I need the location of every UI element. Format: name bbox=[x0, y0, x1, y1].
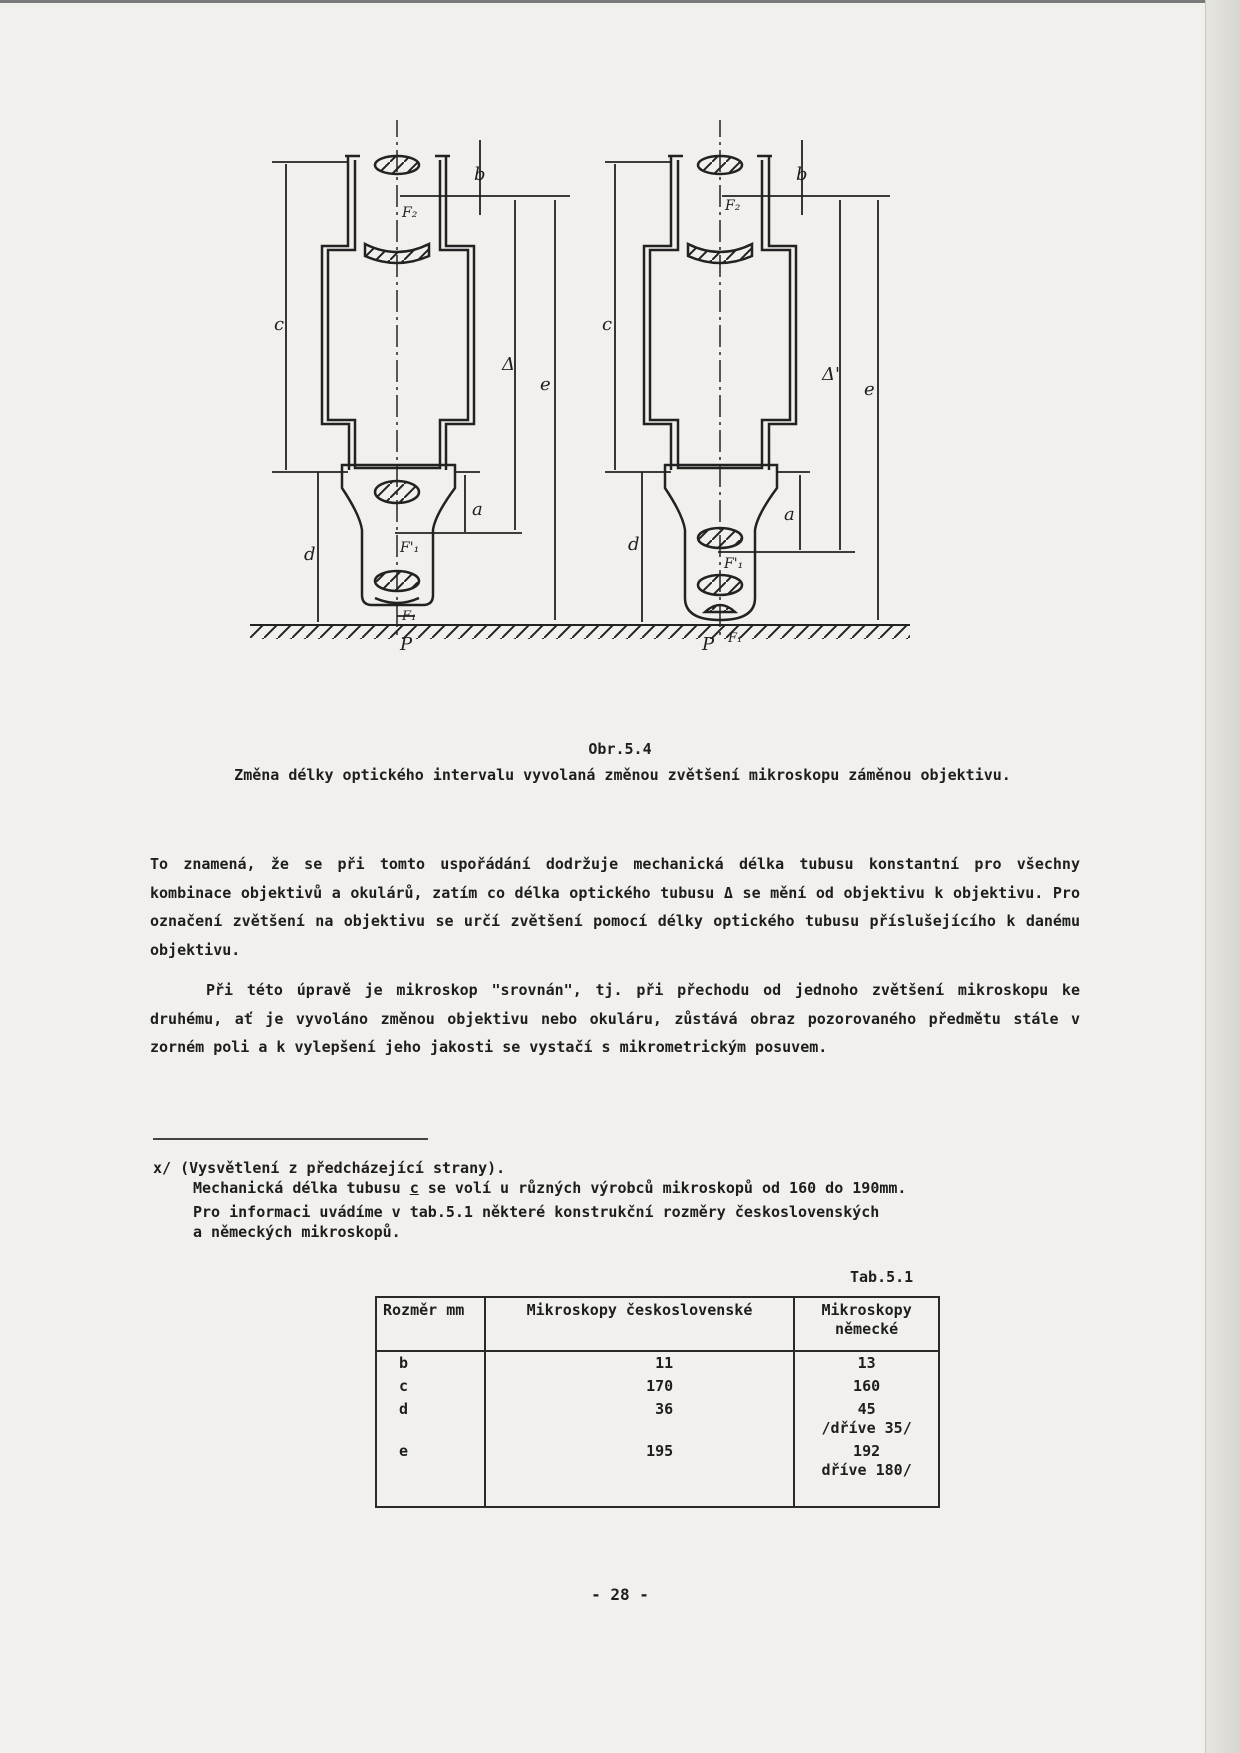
cell-de-note: /dříve 35/ bbox=[821, 1419, 912, 1437]
cell-dim: b bbox=[376, 1351, 485, 1375]
label-b-right: b bbox=[796, 164, 808, 185]
paragraph-2: Při této úpravě je mikroskop "srovnán", tj. při přechodu od jednoho zvětšení mikroskopu ke druhému, ať je vyvoláno změnou objektivu nebo okuláru, zůstává obraz pozorovaného předmětu stále v zorném poli a k vylepšení jeho jakosti se vystačí s mikrometrickým posuvem. bbox=[150, 981, 1080, 1056]
table-row bbox=[376, 1351, 939, 1375]
right-dimensions bbox=[605, 140, 890, 622]
label-c-right: c bbox=[602, 314, 613, 335]
footnote bbox=[153, 1158, 1098, 1242]
top-edge-rule bbox=[0, 0, 1210, 3]
cell-cs: 195 bbox=[485, 1440, 794, 1507]
label-f1prime-left: F'₁ bbox=[400, 540, 420, 556]
cell-dim: c bbox=[376, 1375, 485, 1398]
paragraph-1: To znamená, že se při tomto uspořádání dodržuje mechanická délka tubusu konstantní pro všechny kombinace objektivů a okulárů, zatím co délka optického tubusu Δ se mění od objektivu k objektivu. Pro označení zvětšení na objektivu se určí zvětšení pomocí délky optického tubusu příslušejícího k danému objektivu. bbox=[150, 855, 1080, 959]
cell-de-value: 192 bbox=[853, 1442, 881, 1460]
page-number: - 28 - bbox=[591, 1585, 649, 1604]
label-e-left: e bbox=[540, 374, 551, 395]
table-header-row bbox=[376, 1297, 939, 1351]
label-p-left: P bbox=[400, 634, 413, 655]
label-d-right: d bbox=[628, 534, 640, 555]
cell-de bbox=[794, 1440, 939, 1507]
label-a-left: a bbox=[472, 499, 483, 520]
table-row bbox=[376, 1375, 939, 1398]
label-a-right: a bbox=[784, 504, 795, 525]
cell-de-note: dříve 180/ bbox=[821, 1461, 912, 1479]
cell-de bbox=[794, 1398, 939, 1440]
label-e-right: e bbox=[864, 379, 875, 400]
footnote-line-1: x/ (Vysvětlení z předcházející strany). bbox=[153, 1159, 506, 1177]
page-edge-shadow bbox=[1205, 0, 1240, 1753]
cell-cs: 36 bbox=[485, 1398, 794, 1440]
cell-de: 13 bbox=[794, 1351, 939, 1375]
left-microscope bbox=[322, 120, 474, 635]
label-f1-right: F₁ bbox=[728, 631, 743, 646]
header-czechoslovak: Mikroskopy československé bbox=[485, 1297, 794, 1351]
label-p-right: P bbox=[702, 634, 715, 655]
header-dimension: Rozměr mm bbox=[376, 1297, 485, 1351]
right-microscope bbox=[644, 120, 796, 635]
footnote-line-4: a německých mikroskopů. bbox=[193, 1223, 401, 1241]
table-label: Tab.5.1 bbox=[850, 1268, 914, 1286]
label-b-left: b bbox=[474, 164, 486, 185]
cell-cs: 170 bbox=[485, 1375, 794, 1398]
label-c-left: c bbox=[274, 314, 285, 335]
cell-cs: 11 bbox=[485, 1351, 794, 1375]
cell-dim: d bbox=[376, 1398, 485, 1440]
left-dimensions bbox=[272, 140, 570, 622]
footnote-line-2 bbox=[153, 1178, 1098, 1198]
body-text bbox=[150, 850, 1080, 1074]
footnote-line-2-c: c bbox=[409, 1179, 419, 1197]
label-f2-left: F₂ bbox=[402, 205, 418, 221]
footnote-line-3: Pro informaci uvádíme v tab.5.1 některé konstrukční rozměry československých bbox=[193, 1203, 880, 1221]
label-f1-left: F₁ bbox=[402, 609, 417, 624]
cell-dim: e bbox=[376, 1440, 485, 1507]
figure-microscope-tubes bbox=[250, 120, 1010, 740]
label-delta-left: Δ bbox=[502, 354, 515, 375]
figure-caption: Změna délky optického intervalu vyvolaná změnou zvětšení mikroskopu záměnou objektivu. bbox=[234, 766, 1011, 784]
table-row bbox=[376, 1440, 939, 1507]
dimensions-table bbox=[375, 1296, 940, 1508]
cell-de: 160 bbox=[794, 1375, 939, 1398]
table-row bbox=[376, 1398, 939, 1440]
footnote-line-2-end: se volí u různých výrobců mikroskopů od 160 do 190mm. bbox=[418, 1179, 907, 1197]
cell-de-value: 45 bbox=[857, 1400, 876, 1418]
label-f1prime-right: F'₁ bbox=[724, 556, 744, 572]
header-german: Mikroskopy německé bbox=[794, 1297, 939, 1351]
ground-hatching bbox=[250, 625, 910, 639]
label-d-left: d bbox=[304, 544, 316, 565]
label-f2-right: F₂ bbox=[725, 198, 741, 214]
label-delta-prime-right: Δ' bbox=[822, 364, 840, 385]
figure-number: Obr.5.4 bbox=[588, 740, 652, 758]
footnote-rule bbox=[153, 1138, 428, 1140]
footnote-line-2-start: Mechanická délka tubusu bbox=[193, 1179, 410, 1197]
